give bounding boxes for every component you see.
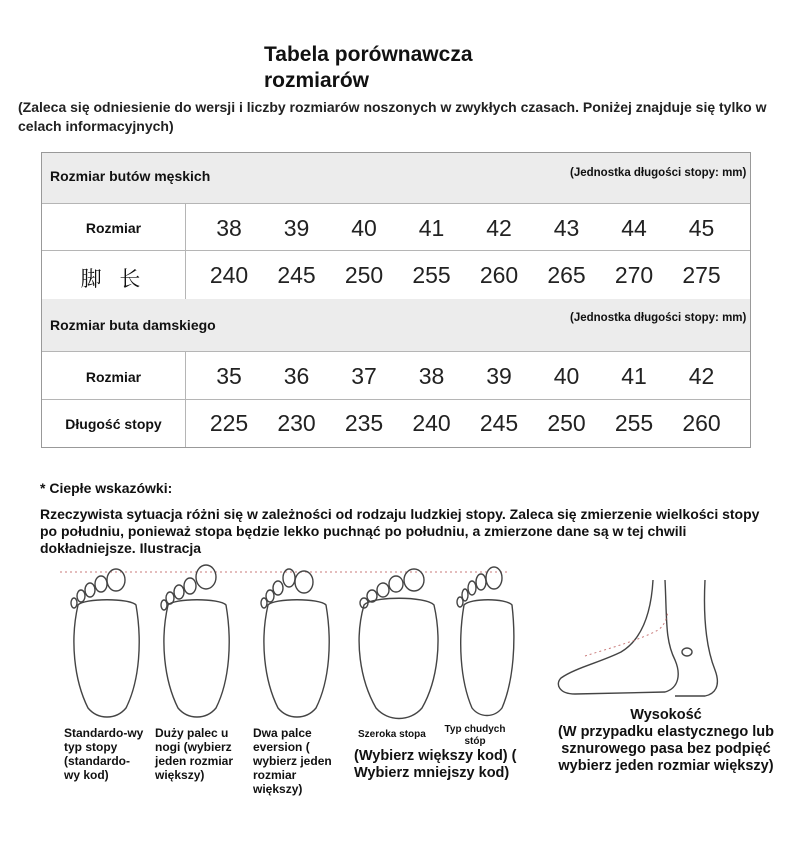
men-size-cell: 44 [621, 215, 647, 241]
men-length-cell: 270 [614, 262, 654, 288]
women-size-cell: 36 [283, 363, 310, 389]
women-header-band [42, 299, 750, 351]
caption-thin: Typ chudych stóp [444, 724, 506, 747]
caption-wide-thin-choice: (Wybierz większy kod) ( Wybierz mniejszy kod) [354, 748, 517, 781]
caption-standard: Standardo-wy typ stopy (standardo-wy kod) [64, 726, 144, 782]
caption-height [556, 707, 776, 775]
men-size-cell: 42 [486, 215, 512, 241]
men-length-cell: 265 [547, 262, 586, 288]
caption-big-toe: Duży palec u nogi (wybierz jeden rozmiar większy) [155, 726, 234, 782]
thin-foot-icon [457, 567, 514, 716]
men-length-cell: 275 [682, 262, 721, 288]
foot-illustrations [40, 560, 740, 720]
women-size-cell: 42 [688, 363, 715, 389]
women-unit: (Jednostka długości stopy: mm) [570, 312, 747, 324]
women-size-cell: 39 [486, 363, 512, 389]
caption-wide: Szeroka stopa [358, 729, 426, 740]
tips-heading: * Ciepłe wskazówki: [40, 480, 173, 496]
women-size-cell: 35 [216, 363, 242, 389]
women-length-cell: 250 [547, 410, 586, 436]
caption-two-toes: Dwa palce eversion ( wybierz jeden rozmiar większy) [253, 726, 332, 796]
men-length-cell: 260 [479, 262, 519, 288]
standard-foot-icon [71, 569, 139, 717]
women-size-cell: 41 [621, 363, 647, 389]
women-header: Rozmiar buta damskiego [50, 317, 216, 333]
title-line-2: rozmiarów [264, 69, 370, 92]
big-toe-foot-icon [161, 565, 229, 717]
women-size-label: Rozmiar [85, 369, 142, 385]
men-length-cell: 240 [209, 262, 249, 288]
men-size-cell: 39 [283, 215, 310, 241]
wide-foot-icon [359, 569, 438, 719]
men-size-cell: 41 [418, 215, 445, 241]
women-length-cell: 235 [344, 410, 384, 436]
women-length-cell: 260 [682, 410, 721, 436]
two-toes-foot-icon [261, 569, 329, 717]
women-size-cell: 40 [553, 363, 580, 389]
intro-note: (Zaleca się odniesienie do wersji i liczby rozmiarów noszonych w zwykłych czasach. Poniżej znajduje się tylko w celach informacyjnych) [18, 99, 767, 134]
size-table [41, 152, 751, 448]
women-size-cell: 38 [418, 363, 445, 389]
men-size-cell: 38 [216, 215, 242, 241]
caption-height-text: (W przypadku elastycznego lub sznurowego pasa bez podpięć wybierz jeden rozmiar większy) [558, 724, 774, 774]
men-length-cell: 250 [344, 262, 384, 288]
women-length-cell: 245 [479, 410, 519, 436]
women-length-cell: 225 [209, 410, 249, 436]
men-size-cell: 45 [688, 215, 715, 241]
men-header-band [42, 153, 750, 203]
women-length-cell: 255 [614, 410, 654, 436]
women-length-cell: 230 [277, 410, 316, 436]
men-length-label: 脚 长 [80, 268, 147, 291]
men-length-cell: 255 [412, 262, 451, 288]
men-size-cell: 40 [351, 215, 377, 241]
page-title [264, 42, 473, 94]
men-length-cell: 245 [277, 262, 316, 288]
women-size-cell: 37 [351, 363, 377, 389]
women-length-cell: 240 [412, 410, 451, 436]
height-measure-line [585, 612, 668, 656]
tips-text: Rzeczywista sytuacja różni się w zależności od rodzaju ludzkiej stopy. Zaleca się zmierzenie wielkości stopy po południu, ponieważ stopa będzie lekko puchnąć po południu, a zmierzone dane są w tej chwili dokładniejsze. Ilustracja [40, 506, 760, 556]
title-line-1: Tabela porównawcza [264, 43, 473, 66]
women-length-label: Długość stopy [65, 416, 162, 432]
men-header: Rozmiar butów męskich [50, 168, 211, 184]
foot-height-side-icon [558, 580, 717, 696]
men-size-cell: 43 [553, 215, 580, 241]
caption-height-title: Wysokość [630, 707, 702, 723]
men-size-label: Rozmiar [85, 220, 142, 236]
men-unit: (Jednostka długości stopy: mm) [570, 167, 747, 179]
